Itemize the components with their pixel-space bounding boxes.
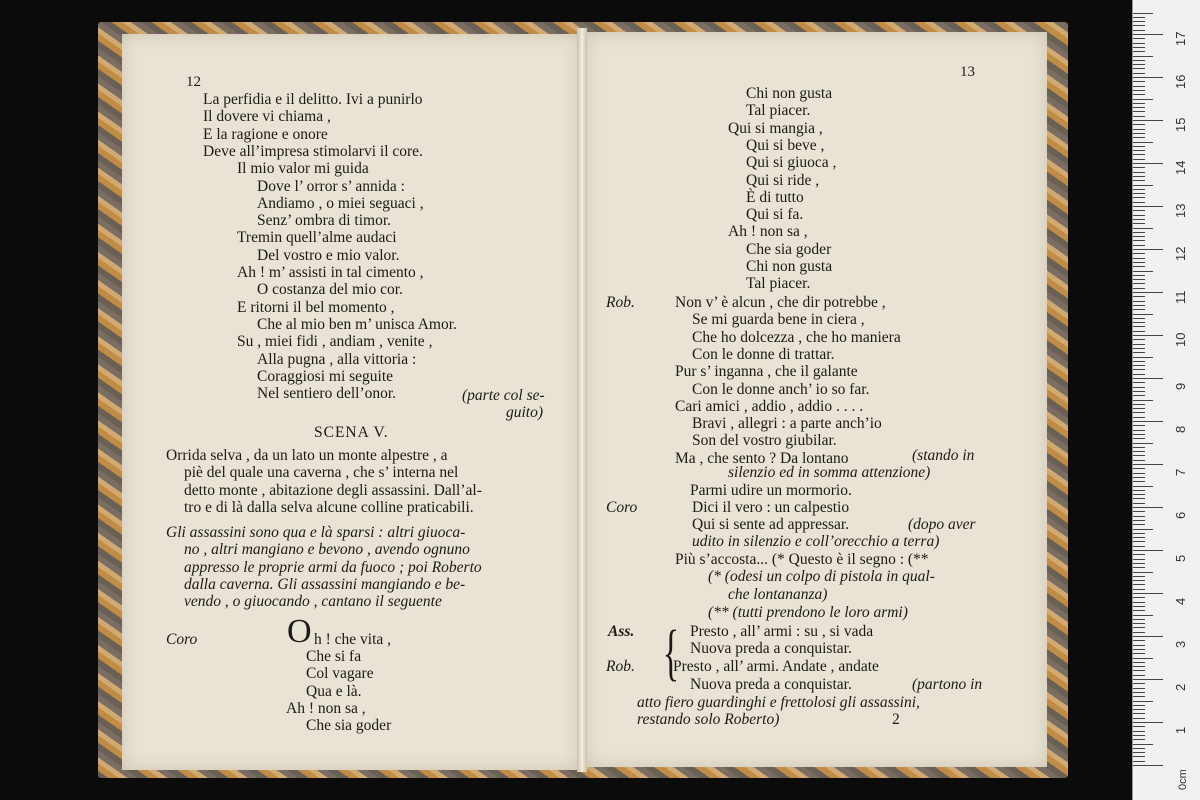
verse-line: E ritorni il bel momento , [237,298,395,316]
verse-line: detto monte , abitazione degli assassini. Dall’al- [184,481,482,499]
ruler-number: 4 [1173,597,1188,605]
ruler-tick [1133,176,1145,177]
ruler-tick [1133,81,1145,82]
ruler-tick [1133,142,1153,143]
ruler-tick [1133,77,1163,78]
verse-line: Nuova preda a conquistar. [690,640,852,657]
ruler-tick [1133,748,1145,749]
ruler-tick [1133,64,1145,65]
verse-line: tro e di là dalla selva alcune colline praticabili. [184,498,474,516]
ruler-tick [1133,68,1145,69]
ruler-number: 6 [1173,511,1188,519]
verse-line: h ! che vita , [314,631,392,648]
ruler-tick [1133,185,1153,186]
verse-line: Con le donne anch’ io so far. [692,380,870,398]
ruler-tick [1133,369,1145,370]
ruler-tick [1133,443,1153,444]
verse-line: Tal piacer. [746,275,811,293]
verse-line: Pur s’ inganna , che il galante [675,363,858,381]
ruler-tick [1133,701,1153,702]
left-page-number: 12 [186,74,201,90]
ruler-number: 9 [1173,382,1188,390]
ruler-tick [1133,468,1145,469]
ruler-tick [1133,494,1145,495]
ruler-tick [1133,352,1145,353]
ruler-tick [1133,529,1153,530]
ruler-tick [1133,692,1145,693]
ruler-tick [1133,464,1163,465]
ruler-tick [1133,193,1145,194]
verse-line: E la ragione e onore [203,125,328,143]
ruler-tick [1133,705,1145,706]
verse-line: Che si fa [306,648,362,665]
ruler-tick [1133,503,1145,504]
ruler-number: 14 [1173,160,1188,175]
verse-line: appresso le proprie armi da fuoco ; poi Roberto [184,558,482,576]
ruler-tick [1133,670,1145,671]
ruler-tick [1133,13,1153,14]
ruler-tick [1133,25,1145,26]
ruler-tick [1133,709,1145,710]
ruler-tick [1133,296,1145,297]
ruler-tick [1133,696,1145,697]
verse-line: Cari amici , addio , addio . . . . [675,397,864,415]
ruler-tick [1133,47,1145,48]
verse-line: Il dovere vi chiama , [203,108,331,126]
ruler-tick [1133,202,1145,203]
ruler-tick [1133,210,1145,211]
ruler-tick [1133,120,1163,121]
ruler-tick [1133,498,1145,499]
ruler-tick [1133,348,1145,349]
ruler-tick [1133,451,1145,452]
ruler-tick [1133,726,1145,727]
ruler-tick [1133,56,1153,57]
signature-mark: 2 [892,711,900,728]
verse-line: Qui si sente ad appressar. [692,516,850,533]
ruler-tick [1133,318,1145,319]
ruler-tick [1133,649,1145,650]
ruler-tick [1133,756,1145,757]
ruler-tick [1133,533,1145,534]
ruler-tick [1133,589,1145,590]
ruler-tick [1133,137,1145,138]
ruler-tick [1133,43,1145,44]
ruler-tick [1133,765,1163,766]
ruler-tick [1133,30,1145,31]
right-page-number: 13 [960,64,975,80]
ruler-number: 1 [1173,726,1188,734]
ruler-tick [1133,666,1145,667]
ruler-tick [1133,627,1145,628]
ruler-tick [1133,434,1145,435]
ruler-tick [1133,240,1145,241]
ruler-tick [1133,632,1145,633]
verse-line: Son del vostro giubilar. [692,432,837,450]
verse-line: Con le donne di trattar. [692,345,835,363]
verse-line: Il mio valor mi guida [237,160,369,178]
ruler-tick [1133,249,1163,250]
ruler-tick [1133,554,1145,555]
verse-line: Alla pugna , alla vittoria : [257,350,417,368]
ruler-tick [1133,378,1163,379]
ruler-tick [1133,559,1145,560]
stage-direction: guito) [506,404,544,421]
ruler-tick [1133,283,1145,284]
ruler-tick [1133,245,1145,246]
ruler-tick [1133,460,1145,461]
ruler-number: 8 [1173,425,1188,433]
ruler-tick [1133,597,1145,598]
ruler-tick [1133,167,1145,168]
verse-line: Chi non gusta [746,258,833,275]
verse-line: Coraggiosi mi seguite [257,367,394,385]
ruler-tick [1133,99,1153,100]
ruler-tick [1133,301,1145,302]
verse-line: Orrida selva , da un lato un monte alpestre , a [166,447,448,464]
ruler-tick [1133,262,1145,263]
ruler-tick [1133,309,1145,310]
footnote: (** (tutti prendono le loro armi) [708,604,908,621]
ruler-number: 12 [1173,246,1188,261]
ruler-tick [1133,253,1145,254]
ruler-tick [1133,606,1145,607]
verse-line: Gli assassini sono qua e là sparsi : altri giuoca- [166,524,466,541]
ruler-tick [1133,713,1145,714]
footnote: che lontananza) [728,586,828,603]
verse-line: Chi non gusta [746,85,833,102]
verse-line: Bravi , allegri : a parte anch’io [692,415,882,433]
verse-line: Nuova preda a conquistar. [690,676,852,693]
ruler-tick [1133,60,1145,61]
stage-direction: restando solo Roberto) [637,711,780,728]
verse-line: Presto , all’ armi : su , si vada [690,623,874,640]
ruler-tick [1133,425,1145,426]
ruler-tick [1133,563,1145,564]
verse-line: Del vostro e mio valor. [257,246,400,264]
ruler-tick [1133,438,1145,439]
ruler-tick [1133,761,1145,762]
verse-line: Nel sentiero dell’onor. [257,385,397,403]
ruler-tick [1133,580,1145,581]
ruler-tick [1133,404,1145,405]
speaker-label-rob: Rob. [606,294,635,311]
ruler-tick [1133,477,1145,478]
verse-line: Ma , che sento ? Da lontano [675,449,849,467]
ruler-tick [1133,17,1145,18]
ruler-tick [1133,21,1145,22]
stage-direction: (dopo aver [908,516,976,533]
ruler-number: 10 [1173,332,1188,347]
verse-line: Non v’ è alcun , che dir potrebbe , [675,294,886,311]
book-gutter [577,28,587,772]
verse-line: O costanza del mio cor. [257,281,403,299]
ruler-tick [1133,232,1145,233]
ruler-tick [1133,180,1145,181]
ruler-tick [1133,524,1145,525]
verse-line: Qui si beve , [746,136,825,154]
ruler-tick [1133,752,1145,753]
verse-line: Dove l’ orror s’ annida : [257,177,405,195]
ruler-tick [1133,365,1145,366]
ruler-tick [1133,266,1145,267]
ruler-tick [1133,305,1145,306]
ruler-tick [1133,645,1145,646]
ruler-tick [1133,688,1145,689]
ruler-tick [1133,236,1145,237]
ruler-tick [1133,357,1153,358]
ruler-tick [1133,116,1145,117]
ruler-tick [1133,172,1145,173]
verse-line: Deve all’impresa stimolarvi il core. [203,142,423,160]
ruler-tick [1133,722,1163,723]
ruler-tick [1133,34,1163,35]
ruler-tick [1133,537,1145,538]
ruler-tick [1133,658,1153,659]
verse-line: Tremin quell’alme audaci [237,229,397,247]
verse-line: Che sia goder [746,240,832,258]
ruler-tick [1133,391,1145,392]
ruler-tick [1133,602,1145,603]
ruler-number: 7 [1173,468,1188,476]
ruler-tick [1133,73,1145,74]
verse-line: Qui si fa. [746,206,804,224]
verse-line: Che al mio ben m’ unisca Amor. [257,315,457,333]
ruler-tick [1133,408,1145,409]
ruler-tick [1133,223,1145,224]
ruler-tick [1133,314,1153,315]
verse-line: Se mi guarda bene in ciera , [692,311,865,329]
verse-line: Qui si mangia , [728,119,823,137]
verse-line: Ah ! m’ assisti in tal cimento , [237,264,424,281]
stage-direction: atto fiero guardinghi e frettolosi gli assassini, [637,694,920,711]
ruler-tick [1133,322,1145,323]
curly-brace-icon: { [662,619,680,687]
verse-line: Andiamo , o miei seguaci , [257,194,424,212]
verse-line: Qui si giuoca , [746,154,837,172]
verse-line: no , altri mangiano e bevono , avendo ognuno [184,541,470,559]
ruler-tick [1133,541,1145,542]
ruler-tick [1133,150,1145,151]
ruler-tick [1133,129,1145,130]
ruler-tick [1133,215,1145,216]
verse-line: Col vagare [306,665,374,683]
speaker-label-ass: Ass. [608,623,635,640]
ruler-number: 16 [1173,74,1188,89]
verse-line: Ah ! non sa , [728,223,808,241]
ruler-number: 2 [1173,683,1188,691]
ruler-tick [1133,593,1163,594]
ruler-tick [1133,735,1145,736]
verse-line: dalla caverna. Gli assassini mangiando e be- [184,575,466,593]
ruler-tick [1133,455,1145,456]
ruler-number: 13 [1173,203,1188,218]
ruler-tick [1133,94,1145,95]
measuring-ruler [1132,0,1200,800]
ruler-tick [1133,636,1163,637]
ruler-tick [1133,576,1145,577]
ruler-tick [1133,395,1145,396]
ruler-number: 17 [1173,31,1188,46]
ruler-number: 15 [1173,117,1188,132]
ruler-tick [1133,550,1163,551]
ruler-tick [1133,640,1145,641]
verse-line: La perfidia e il delitto. Ivi a punirlo [203,91,423,108]
ruler-tick [1133,430,1145,431]
verse-line: piè del quale una caverna , che s’ interna nel [184,464,459,482]
ruler-tick [1133,361,1145,362]
verse-line: Più s’accosta... (* Questo è il segno : (** [675,551,929,568]
ruler-tick [1133,288,1145,289]
ruler-tick [1133,111,1145,112]
ruler-tick [1133,412,1145,413]
verse-line: Su , miei fidi , andiam , venite , [237,333,433,351]
ruler-tick [1133,490,1145,491]
verse-line: Che sia goder [306,717,392,735]
stage-direction: (parte col se- [462,387,545,404]
stage-direction: silenzio ed in somma attenzione) [728,464,931,481]
ruler-tick [1133,38,1145,39]
ruler-tick [1133,662,1145,663]
verse-line: Qua e là. [306,682,362,700]
ruler-tick [1133,275,1145,276]
speaker-label-coro: Coro [166,631,198,648]
ruler-tick [1133,572,1153,573]
ruler-tick [1133,653,1145,654]
ruler-tick [1133,400,1153,401]
ruler-tick [1133,159,1145,160]
footnote: (* (odesi un colpo di pistola in qual- [708,568,935,585]
ruler-unit: 0cm [1177,769,1189,790]
ruler-tick [1133,163,1163,164]
ruler-tick [1133,473,1145,474]
ruler-tick [1133,124,1145,125]
ruler-tick [1133,739,1145,740]
ruler-tick [1133,331,1145,332]
verse-line: Senz’ ombra di timor. [257,212,392,230]
ruler-tick [1133,382,1145,383]
ruler-tick [1133,511,1145,512]
ruler-tick [1133,507,1163,508]
ruler-tick [1133,228,1153,229]
ruler-tick [1133,520,1145,521]
ruler-tick [1133,258,1145,259]
scene-heading: SCENA V. [314,424,389,441]
ruler-tick [1133,619,1145,620]
ruler-number: 11 [1173,290,1188,304]
ruler-tick [1133,546,1145,547]
stage-direction: (partono in [912,676,983,693]
ruler-tick [1133,107,1145,108]
ruler-tick [1133,679,1163,680]
ruler-tick [1133,133,1145,134]
ruler-tick [1133,447,1145,448]
stage-direction: (stando in [912,447,975,464]
verse-line: Dici il vero : un calpestio [692,499,850,516]
ruler-number: 5 [1173,554,1188,562]
ruler-tick [1133,374,1145,375]
ruler-tick [1133,344,1145,345]
verse-line: Tal piacer. [746,102,811,120]
ruler-number: 3 [1173,640,1188,648]
stage-direction: udito in silenzio e coll’orecchio a terra) [692,533,940,550]
ruler-tick [1133,610,1145,611]
ruler-tick [1133,615,1153,616]
ruler-tick [1133,683,1145,684]
ruler-tick [1133,146,1145,147]
ruler-tick [1133,279,1145,280]
ruler-tick [1133,486,1153,487]
ruler-tick [1133,86,1145,87]
speaker-label-rob: Rob. [606,658,635,675]
ruler-tick [1133,718,1145,719]
ruler-tick [1133,271,1153,272]
ruler-tick [1133,335,1163,336]
ruler-tick [1133,189,1145,190]
ruler-tick [1133,206,1163,207]
ruler-tick [1133,90,1145,91]
ruler-tick [1133,154,1145,155]
ruler-tick [1133,421,1163,422]
ruler-tick [1133,567,1145,568]
ruler-tick [1133,51,1145,52]
ruler-tick [1133,744,1153,745]
ruler-tick [1133,481,1145,482]
ruler-tick [1133,623,1145,624]
verse-line: Che ho dolcezza , che ho maniera [692,328,901,346]
verse-line: vendo , o giuocando , cantano il seguente [184,593,442,611]
verse-line: Presto , all’ armi. Andate , andate [673,658,879,675]
ruler-tick [1133,675,1145,676]
verse-line: Qui si ride , [746,171,820,189]
ruler-tick [1133,731,1145,732]
verse-line: È di tutto [746,188,804,206]
speaker-label-coro: Coro [606,499,638,516]
ruler-tick [1133,292,1163,293]
ruler-tick [1133,516,1145,517]
ruler-tick [1133,339,1145,340]
ruler-tick [1133,584,1145,585]
ruler-tick [1133,387,1145,388]
ruler-tick [1133,417,1145,418]
verse-line: Ah ! non sa , [286,699,366,717]
ruler-tick [1133,103,1145,104]
verse-line: Parmi udire un mormorio. [690,482,852,499]
ruler-tick [1133,326,1145,327]
ruler-tick [1133,197,1145,198]
drop-cap: O [287,613,312,650]
ruler-tick [1133,219,1145,220]
